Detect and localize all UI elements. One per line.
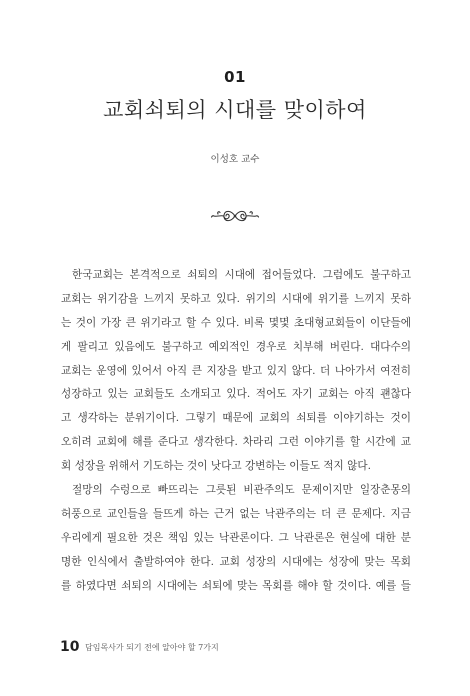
paragraph-line: 교회는 운영에 있어서 아직 큰 지장을 받고 있지 않다. 더 나아가서 여전히	[61, 364, 411, 377]
flourish-ornament-icon	[210, 207, 260, 225]
paragraph-line: 명한 인식에서 출발하여야 한다. 교회 성장의 시대에는 성장에 맞는 목회	[61, 555, 411, 568]
running-footer-title: 담임목사가 되기 전에 알아야 할 7가지	[85, 643, 219, 652]
chapter-number: 01	[224, 68, 246, 86]
paragraph-line: 성장하고 있는 교회들도 소개되고 있다. 적어도 자기 교회는 아직 괜찮다	[61, 388, 411, 401]
author-name: 이성호 교수	[210, 154, 260, 165]
page-number: 10	[60, 639, 80, 655]
paragraph-line: 한국교회는 본격적으로 쇠퇴의 시대에 접어들었다. 그럼에도 불구하고	[72, 269, 411, 281]
body-text	[61, 264, 411, 598]
paragraph-line: 는 것이 가장 큰 위기라고 할 수 있다. 비록 몇몇 초대형교회들이 이단들에	[61, 316, 411, 329]
paragraph-line: 절망의 수렁으로 빠뜨리는 그릇된 비관주의도 문제이지만 일장춘몽의	[72, 484, 411, 497]
paragraph-line: 오히려 교회에 해를 준다고 생각한다. 차라리 그런 이야기를 할 시간에 교	[61, 436, 411, 449]
paragraph-line: 게 팔리고 있음에도 불구하고 예외적인 경우로 치부해 버린다. 대다수의	[61, 340, 411, 353]
chapter-title: 교회쇠퇴의 시대를 맞이하여	[103, 98, 367, 122]
paragraph-line: 교회는 위기감을 느끼지 못하고 있다. 위기의 시대에 위기를 느끼지 못하	[61, 292, 411, 305]
paragraph-line: 고 생각하는 분위기이다. 그렇기 때문에 교회의 쇠퇴를 이야기하는 것이	[61, 412, 411, 425]
paragraph-line: 허풍으로 교인들을 들뜨게 하는 근거 없는 낙관주의는 더 큰 문제다. 지금	[61, 507, 411, 520]
paragraph-line: 우리에게 필요한 것은 책임 있는 낙관론이다. 그 낙관론은 현실에 대한 분	[61, 531, 411, 544]
paragraph-line: 회 성장을 위해서 기도하는 것이 낫다고 강변하는 이들도 적지 않다.	[61, 460, 371, 473]
paragraph-line: 를 하였다면 쇠퇴의 시대에는 쇠퇴에 맞는 목회를 해야 할 것이다. 예를 들	[61, 579, 411, 592]
